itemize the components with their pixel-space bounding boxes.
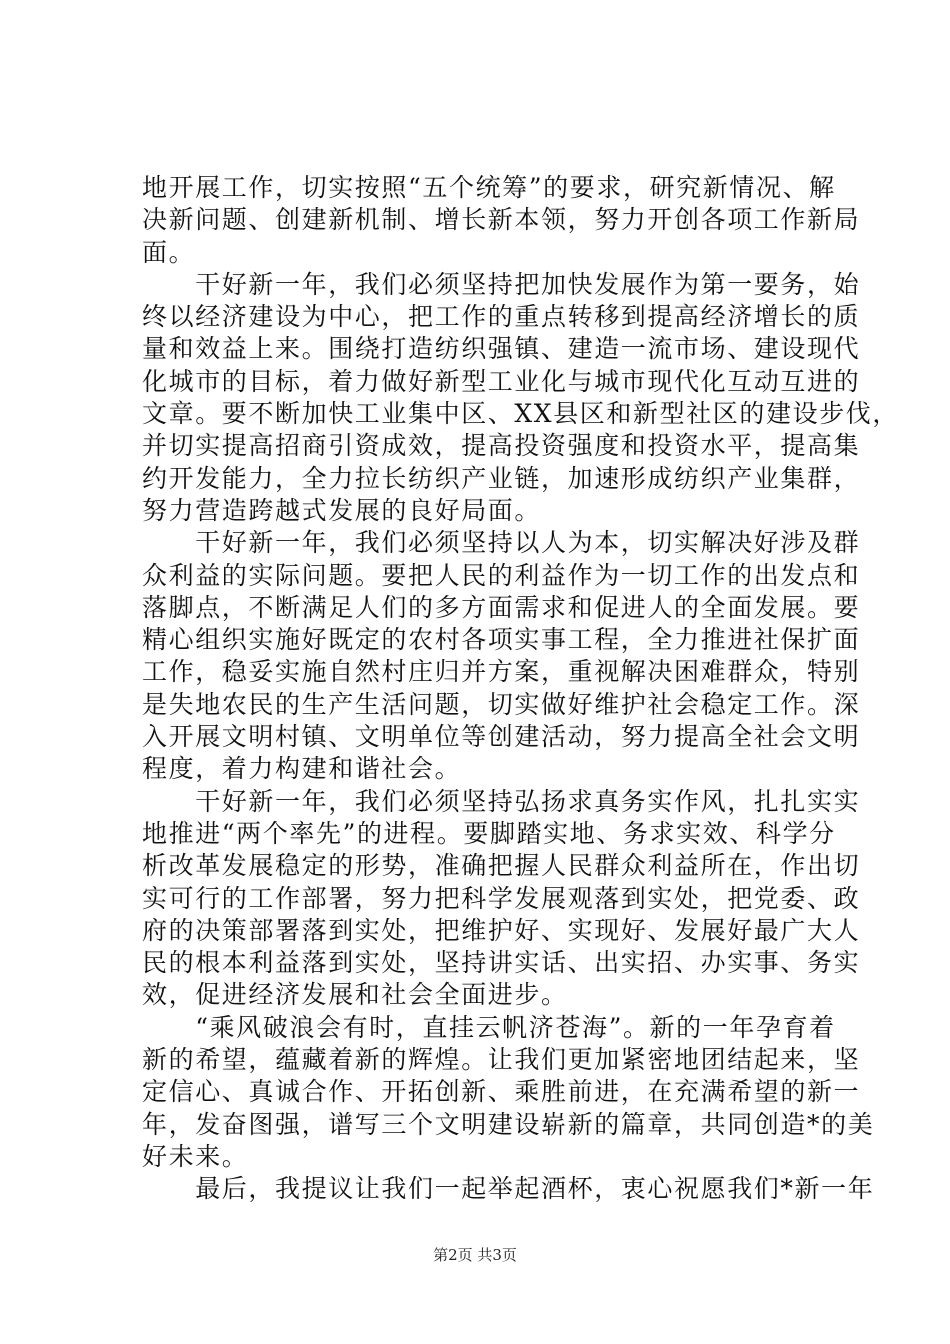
text-line: 落脚点，不断满足人们的多方面需求和促进人的全面发展。要	[142, 592, 861, 622]
text-line: 好未来。	[142, 1141, 249, 1171]
text-line: 努力营造跨越式发展的良好局面。	[142, 495, 542, 525]
text-line: 地开展工作，切实按照“五个统筹”的要求，研究新情况、解	[142, 173, 836, 202]
text-line: 析改革发展稳定的形势，准确把握人民群众利益所在，作出切	[142, 851, 861, 881]
text-line: 干好新一年，我们必须坚持弘扬求真务实作风，扎扎实实	[142, 786, 861, 816]
text-line: 年，发奋图强，谱写三个文明建设崭新的篇章，共同创造*的美	[142, 1109, 875, 1139]
text-line: 地推进“两个率先”的进程。要脚踏实地、务求实效、科学分	[142, 818, 836, 848]
page-number-footer: 第2页 共3页	[433, 1246, 517, 1264]
text-line: 并切实提高招商引资成效，提高投资强度和投资水平，提高集	[142, 431, 861, 461]
text-line: 终以经济建设为中心，把工作的重点转移到提高经济增长的质	[142, 302, 861, 332]
text-line: 面。	[142, 237, 196, 267]
text-line: 程度，着力构建和谐社会。	[142, 754, 462, 784]
text-line: 入开展文明村镇、文明单位等创建活动，努力提高全社会文明	[142, 722, 861, 752]
text-line: 最后，我提议让我们一起举起酒杯，衷心祝愿我们*新一年	[142, 1174, 875, 1204]
text-line: 干好新一年，我们必须坚持以人为本，切实解决好涉及群	[142, 528, 861, 558]
text-line: 精心组织实施好既定的农村各项实事工程，全力推进社保扩面	[142, 625, 861, 655]
text-line: 实可行的工作部署，努力把科学发展观落到实处，把党委、政	[142, 883, 861, 913]
text-line: 新的希望，蕴藏着新的辉煌。让我们更加紧密地团结起来，坚	[142, 1045, 861, 1075]
text-line: 决新问题、创建新机制、增长新本领，努力开创各项工作新局	[142, 205, 861, 235]
text-line: 府的决策部署落到实处，把维护好、实现好、发展好最广大人	[142, 915, 861, 945]
text-line: 化城市的目标，着力做好新型工业化与城市现代化互动互进的	[142, 366, 861, 396]
text-line: 定信心、真诚合作、开拓创新、乘胜前进，在充满希望的新一	[142, 1077, 861, 1107]
text-line: 文章。要不断加快工业集中区、XX县区和新型社区的建设步伐，	[142, 399, 899, 429]
document-body	[142, 172, 899, 1206]
text-line: 工作，稳妥实施自然村庄归并方案，重视解决困难群众，特别	[142, 657, 861, 687]
text-line: 约开发能力，全力拉长纺织产业链，加速形成纺织产业集群，	[142, 463, 861, 493]
text-line: 是失地农民的生产生活问题，切实做好维护社会稳定工作。深	[142, 689, 861, 719]
text-line: 民的根本利益落到实处，坚持讲实话、出实招、办实事、务实	[142, 948, 861, 978]
text-line: “乘风破浪会有时，直挂云帆济苍海”。新的一年孕育着	[142, 1012, 836, 1042]
text-line: 量和效益上来。围绕打造纺织强镇、建造一流市场、建设现代	[142, 334, 861, 364]
text-line: 众利益的实际问题。要把人民的利益作为一切工作的出发点和	[142, 560, 861, 590]
text-line: 干好新一年，我们必须坚持把加快发展作为第一要务，始	[142, 269, 861, 299]
text-line: 效，促进经济发展和社会全面进步。	[142, 980, 568, 1010]
